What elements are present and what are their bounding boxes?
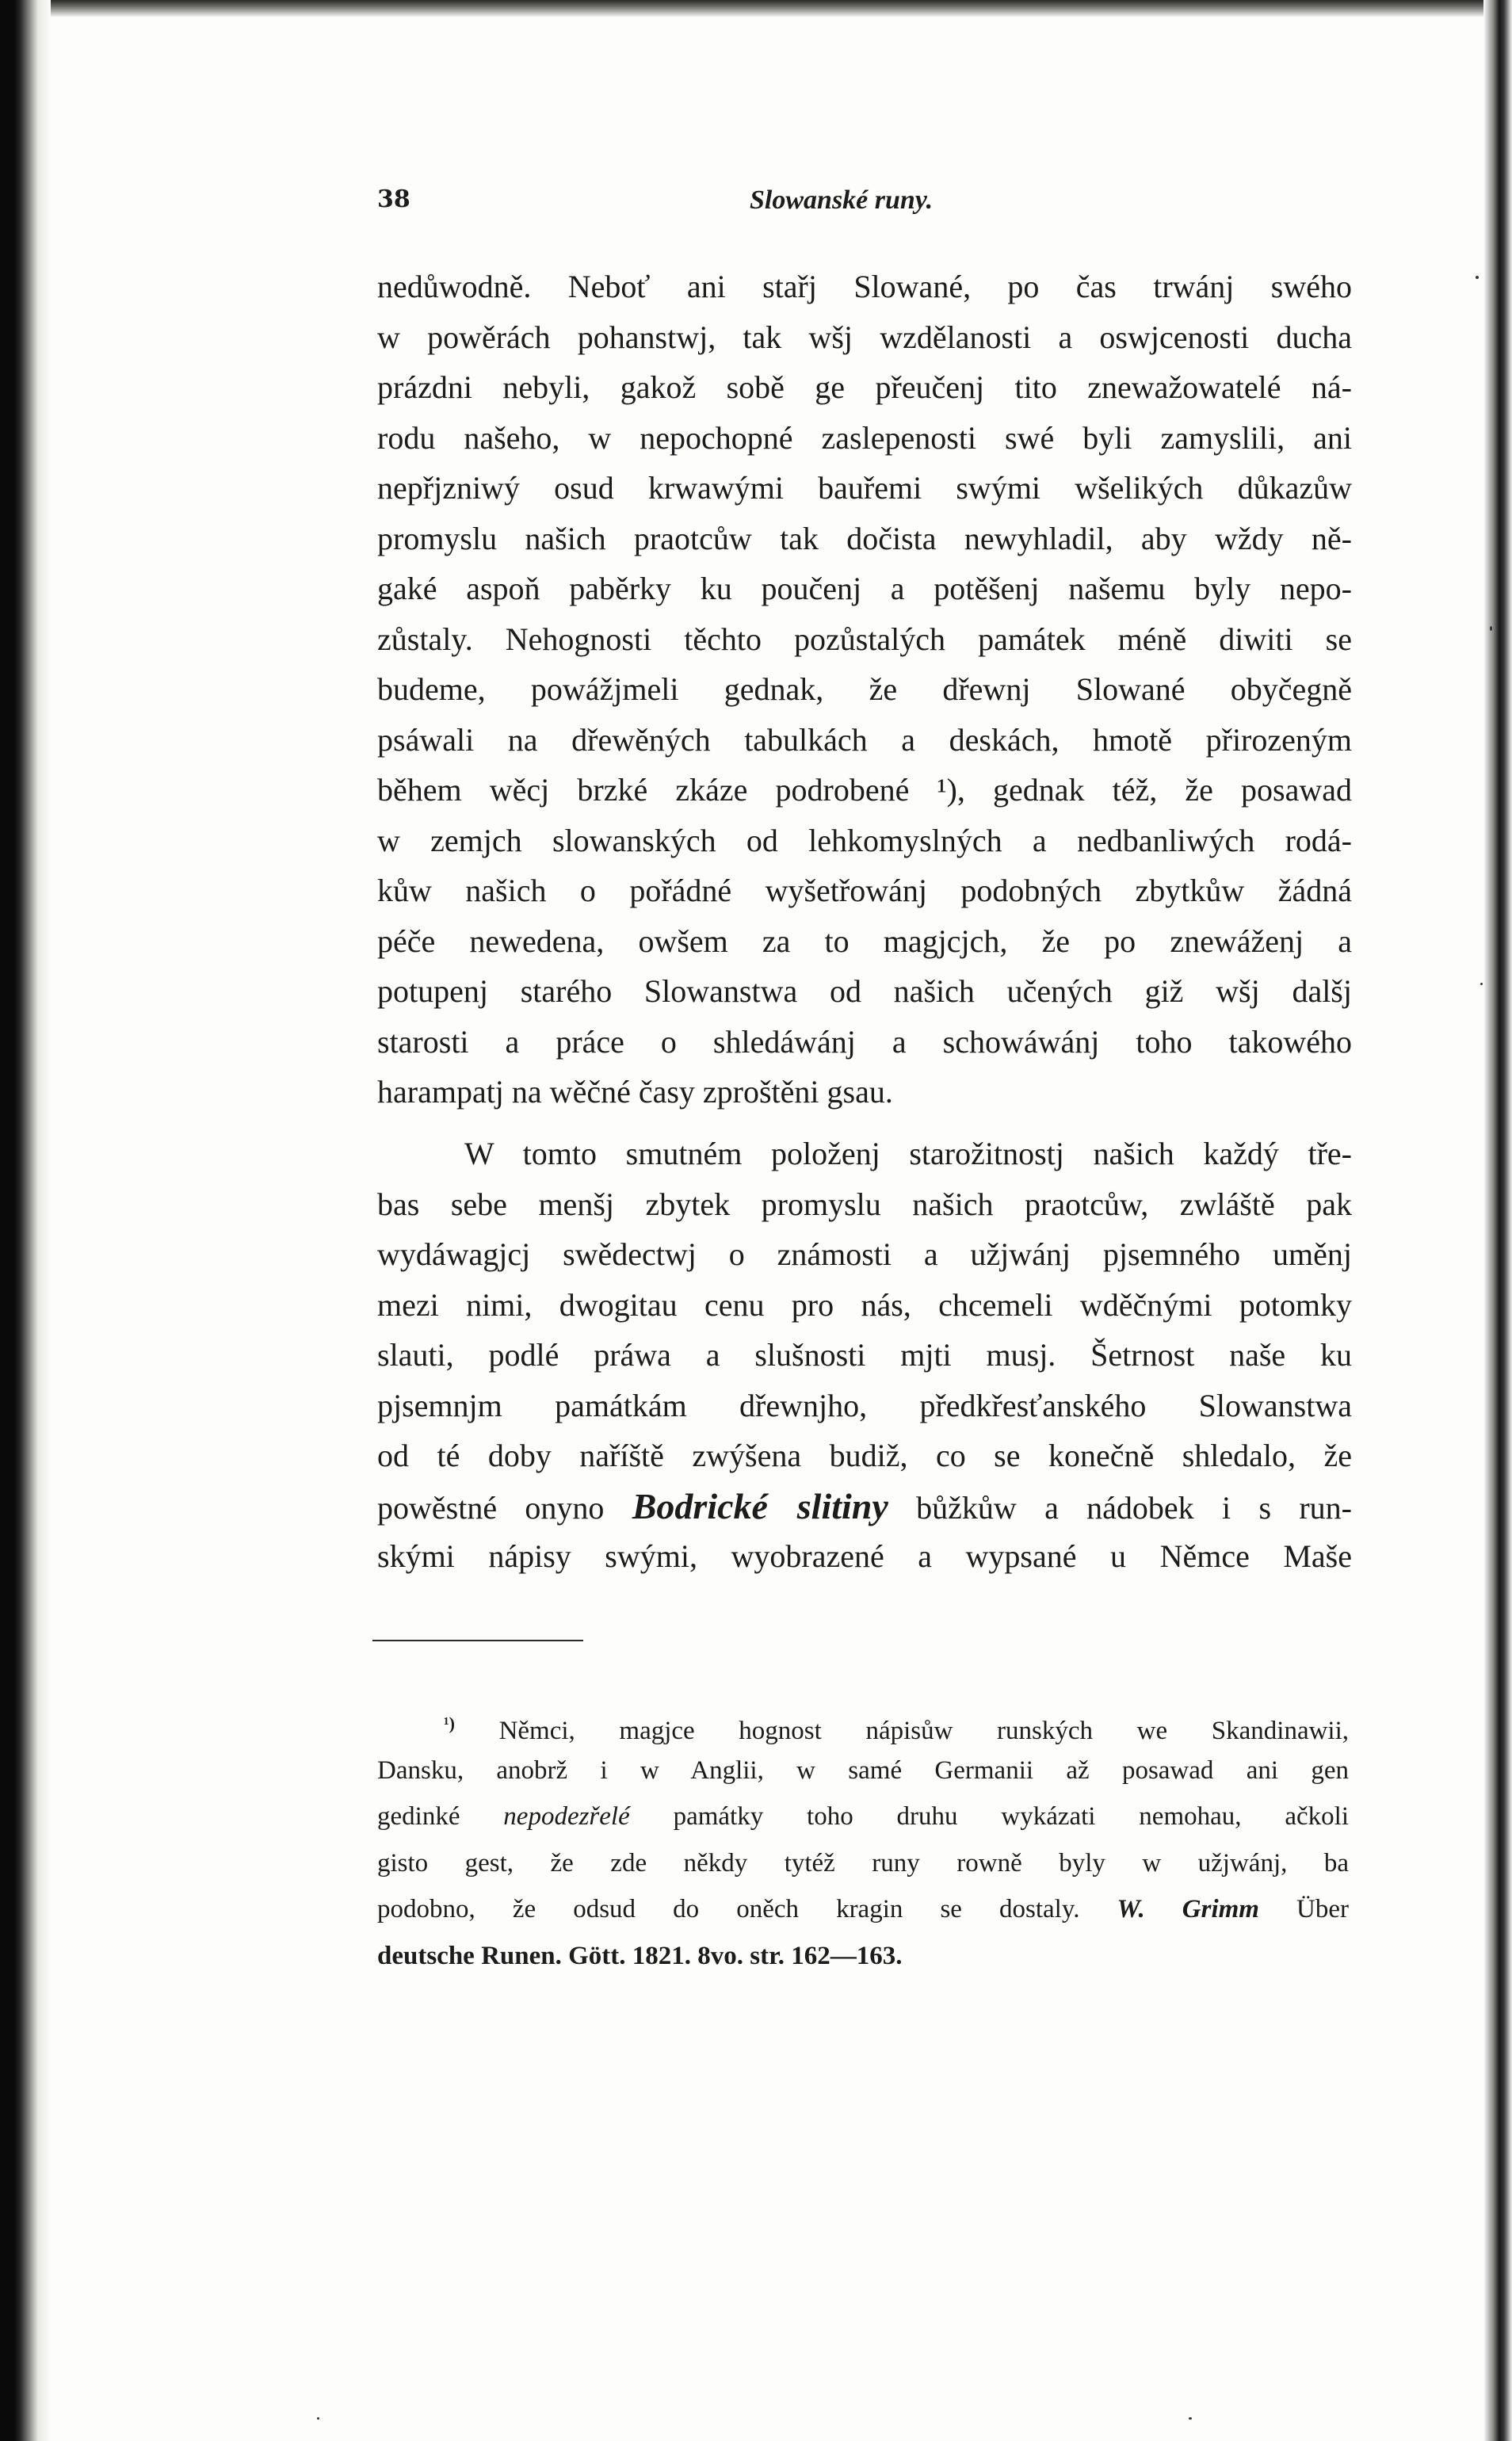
- text-line: bas sebe menšj zbytek promyslu našich praotcůw, zwláště pak: [377, 1186, 1352, 1222]
- page-top-edge: [0, 0, 1512, 17]
- text-line: skými nápisy swými, wyobrazené a wypsané u Němce Maše: [377, 1538, 1352, 1574]
- text-span: podobno, že odsud do oněch kragin se dostaly.: [377, 1895, 1117, 1923]
- text-line: gaké aspoň paběrky ku poučenj a potěšenj našemu byly nepo-: [377, 571, 1352, 606]
- footnote-line: [377, 1701, 1349, 1748]
- footnote-line: Dansku, anobrž i w Anglii, w samé Germanii až posawad ani gen: [377, 1755, 1349, 1785]
- paragraph-2: [377, 1129, 1352, 1582]
- text-line: W tomto smutném položenj starožitnostj našich každý tře-: [464, 1136, 1352, 1171]
- text-span: Němci, magjce hognost nápisůw runských we Skandinawii,: [498, 1717, 1350, 1745]
- text-line: zůstaly. Nehognosti těchto pozůstalých památek méně diwiti se: [377, 621, 1352, 657]
- text-line: starosti a práce o shledáwánj a schowáwánj toho takowého: [377, 1023, 1352, 1060]
- footnote-line: deutsche Runen. Gött. 1821. 8vo. str. 162—163.: [377, 1941, 903, 1970]
- text-line: nedůwodně. Neboť ani stařj Slowané, po čas trwánj swého: [377, 269, 1352, 304]
- footnote: [377, 1701, 1349, 1979]
- text-line: slauti, podlé práwa a slušnosti mjti musj. Šetrnost naše ku: [377, 1337, 1352, 1373]
- text-span: powěstné onyno: [377, 1489, 632, 1526]
- running-head: [377, 185, 1352, 233]
- text-line: w zemjch slowanských od lehkomyslných a nedbanliwých rodá-: [377, 822, 1352, 858]
- text-span: bůžkůw a nádobek i s run-: [888, 1489, 1352, 1526]
- text-line: nepřjzniwý osud krwawými bauřemi swými wšelikých důkazůw: [377, 470, 1352, 506]
- text-line: [377, 1481, 1352, 1532]
- text-line: budeme, powážjmeli gednak, že dřewnj Slowané obyčegně: [377, 671, 1352, 707]
- text-line: potupenj starého Slowanstwa od našich učených giž wšj dalšj: [377, 973, 1352, 1009]
- text-line: prázdni nebyli, gakož sobě ge přeučenj tito znewažowatelé ná-: [377, 369, 1352, 405]
- text-span: památky toho druhu wykázati nemohau, ačkoli: [629, 1802, 1349, 1831]
- page-number: 38: [377, 185, 410, 213]
- footnote-separator: [372, 1640, 583, 1641]
- text-line: kůw našich o pořádné wyšetřowánj podobných zbytkůw žádná: [377, 873, 1352, 908]
- text-line: w powěrách pohanstwj, tak wšj wzdělanosti a oswjcenosti ducha: [377, 319, 1352, 355]
- text-line: mezi nimi, dwogitau cenu pro nás, chcemeli wděčnými potomky: [377, 1286, 1352, 1323]
- text-span: Über: [1258, 1895, 1349, 1923]
- text-line: harampatj na wěčné časy zproštěni gsau.: [377, 1074, 893, 1110]
- emphasized-term: Bodrické slitiny: [632, 1485, 888, 1526]
- scan-speck: [1490, 626, 1492, 631]
- text-line: promyslu našich praotcůw tak dočista newyhladil, aby wždy ně-: [377, 520, 1352, 556]
- text-line: wydáwagjcj swědectwj o známosti a užjwánj pjsemného uměnj: [377, 1236, 1352, 1272]
- text-line: péče newedena, owšem za to magjcjch, že po znewáženj a: [377, 923, 1352, 959]
- text-line: rodu našeho, w nepochopné zaslepenosti swé byli zamyslili, ani: [377, 419, 1352, 456]
- scan-speck: [1476, 276, 1479, 279]
- text-line: od té doby naříště zwýšena budiž, co se konečně shledalo, že: [377, 1438, 1352, 1473]
- scan-speck: [317, 2417, 319, 2420]
- author-name: W. Grimm: [1117, 1895, 1259, 1923]
- paragraph-1: [377, 262, 1352, 1117]
- scan-speck: [1480, 983, 1483, 985]
- text-line: pjsemnjm památkám dřewnjho, předkřesťanského Slowanstwa: [377, 1387, 1352, 1423]
- running-title: Slowanské runy.: [750, 185, 934, 215]
- footnote-line: [377, 1886, 1349, 1933]
- footnote-mark: ¹): [444, 1713, 455, 1733]
- page-left-edge: [0, 0, 51, 2441]
- page-right-edge: [1483, 0, 1512, 2441]
- scan-speck: [1189, 2417, 1192, 2420]
- text-line: během wěcj brzké zkáze podrobené ¹), gednak též, že posawad: [377, 772, 1352, 808]
- footnote-line: [377, 1794, 1349, 1840]
- text-line: psáwali na dřewěných tabulkách a deskách, hmotě přirozeným: [377, 721, 1352, 758]
- text-span: gedinké: [377, 1802, 504, 1831]
- footnote-line: gisto gest, že zde někdy tytéž runy rowně byly w užjwánj, ba: [377, 1848, 1349, 1878]
- italic-term: nepodezřelé: [503, 1802, 630, 1831]
